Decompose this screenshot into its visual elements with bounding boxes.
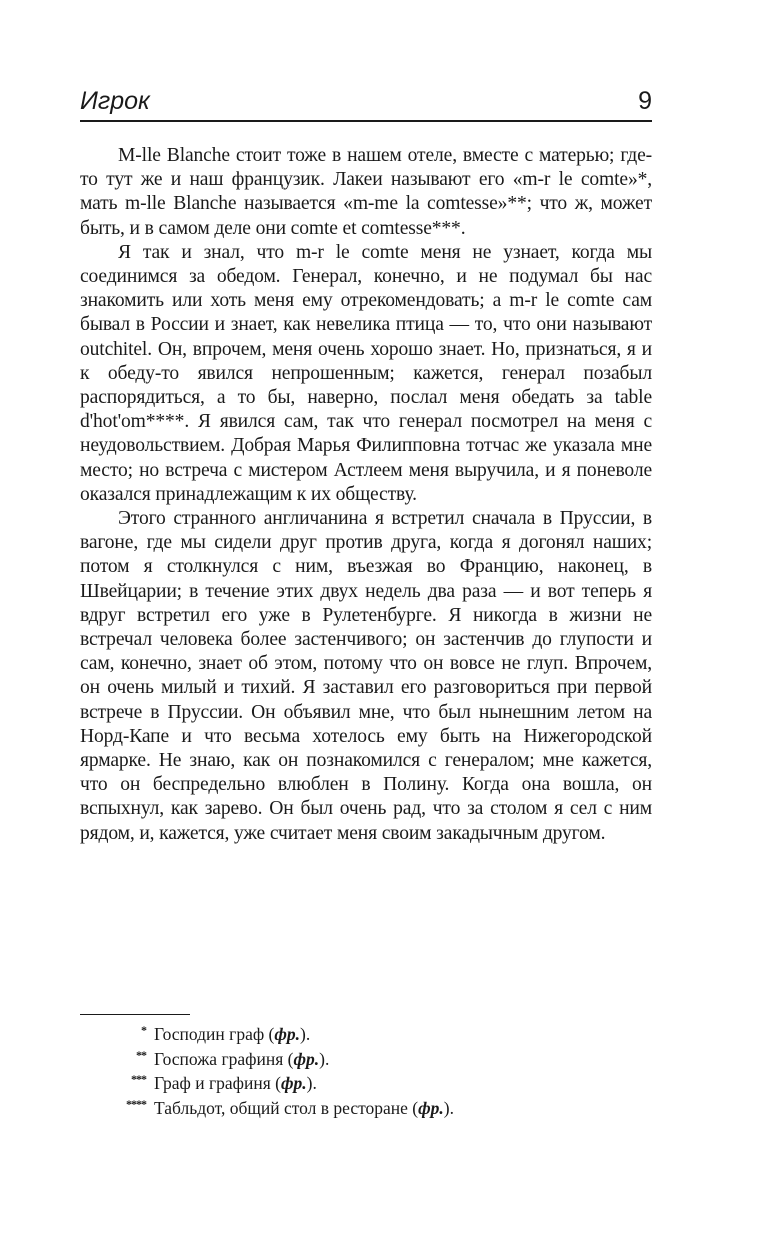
footnote-text: Табльдот, общий стол в ресторане (фр.). xyxy=(154,1097,454,1118)
footnote xyxy=(80,1096,652,1121)
footnote-text: Граф и графиня (фр.). xyxy=(154,1073,317,1093)
body-text xyxy=(80,144,652,846)
footnotes xyxy=(80,1022,652,1120)
footnote xyxy=(80,1022,652,1047)
paragraph: Этого странного англичанина я встретил сначала в Пруссии, в вагоне, где мы сидели друг против друга, когда я догонял наших; потом я столкнулся с ним, въезжая во Францию, наконец, в Швейцарии; в течение этих двух недель два раза — и вот теперь я вдруг встретил его уже в Рулетенбурге. Я никогда в жизни не встречал человека более застенчивого; он застенчив до глупости и сам, конечно, знает об этом, потому что он вовсе не глуп. Впрочем, он очень милый и тихий. Я заставил его разговориться при первой встрече в Пруссии. Он объявил мне, что был нынешним летом на Норд-Капе и что весьма хотелось ему быть на Нижегородской ярмарке. Не знаю, как он познакомился с генералом; мне кажется, что он беспредельно влюблен в Полину. Когда она вошла, он вспыхнул, как зарево. Он был очень рад, что за столом я сел с ним рядом, и, кажется, уже считает меня своим закадычным другом. xyxy=(80,508,652,844)
running-header xyxy=(80,82,652,122)
footnote-mark: * xyxy=(141,1023,146,1037)
footnote xyxy=(80,1071,652,1096)
footnote-mark: **** xyxy=(126,1096,146,1111)
footnote-rule xyxy=(80,1014,190,1015)
footnote-text: Госпожа графиня (фр.). xyxy=(154,1048,330,1069)
paragraph: M-lle Blanche стоит тоже в нашем отеле, вместе с матерью; где-то тут же и наш французик. Лакеи называют его «m-r le comte»*, мать m-lle Blanche называется «m-me la comtesse»**; что ж, может быть, и в самом деле они comte et comtesse***. xyxy=(80,145,652,239)
page-number: 9 xyxy=(638,87,652,115)
running-title: Игрок xyxy=(80,87,150,115)
paragraph: Я так и знал, что m-r le comte меня не узнает, когда мы соединимся за обедом. Генерал, конечно, и не подумал бы нас знакомить или хоть меня ему отрекомендовать; а m-r le comte сам бывал в России и знает, как невелика птица — то, что они называют outchitel. Он, впрочем, меня очень хорошо знает. Но, признаться, я и к обеду-то явился непрошенным; кажется, генерал позабыл распорядиться, а то бы, наверно, послал меня обедать за table d'hot'om****. Я явился сам, так что генерал посмотрел на меня с неудовольствием. Добрая Марья Филипповна тотчас же указала мне место; но встреча с мистером Астлеем меня выручила, и я поневоле оказался принадлежащим к их обществу. xyxy=(80,241,652,505)
footnote-mark: ** xyxy=(136,1047,146,1062)
footnote-mark: *** xyxy=(131,1072,146,1086)
footnote-text: Господин граф (фр.). xyxy=(154,1024,311,1044)
footnote xyxy=(80,1047,652,1072)
